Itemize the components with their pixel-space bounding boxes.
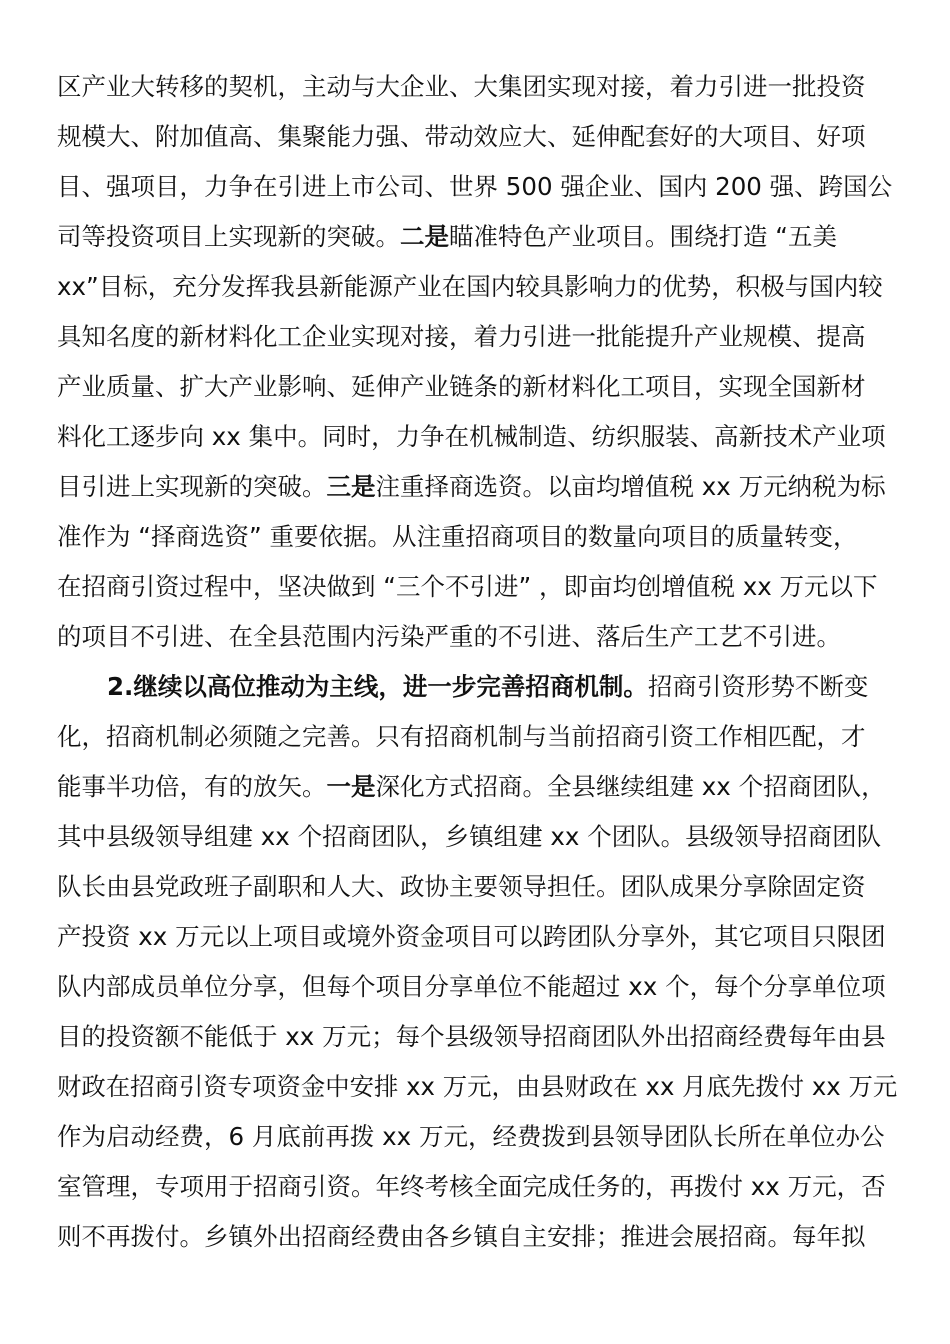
text-run: 瞄准特色产业项目。围绕打造 “五美 xyxy=(449,222,837,251)
text-run: 目引进上实现新的突破。 xyxy=(57,472,327,501)
text-run: 注重择商选资。以亩均增值税 xx 万元纳税为标 xyxy=(375,472,886,501)
text-line: 则不再拨付。乡镇外出招商经费由各乡镇自主安排；推进会展招商。每年拟 xyxy=(57,1222,866,1251)
text-run: 招商引资形势不断变 xyxy=(647,672,869,701)
text-line: 产投资 xx 万元以上项目或境外资金项目可以跨团队分享外，其它项目只限团 xyxy=(57,922,886,951)
text-line xyxy=(107,671,897,703)
text-line: xx”目标，充分发挥我县新能源产业在国内较具影响力的优势，积极与国内较 xyxy=(57,272,883,301)
text-line: 具知名度的新材料化工企业实现对接，着力引进一批能提升产业规模、提高 xyxy=(57,322,866,351)
text-line: 队内部成员单位分享，但每个项目分享单位不能超过 xx 个，每个分享单位项 xyxy=(57,972,886,1001)
text-run: 能事半功倍，有的放矢。 xyxy=(57,772,327,801)
text-line xyxy=(57,221,897,253)
text-line: 目的投资额不能低于 xx 万元；每个县级领导招商团队外出招商经费每年由县 xyxy=(57,1022,886,1051)
text-line: 准作为 “择商选资” 重要依据。从注重招商项目的数量向项目的质量转变， xyxy=(57,522,858,551)
bold-marker: 一是 xyxy=(326,772,376,801)
section-heading: 2.继续以高位推动为主线，进一步完善招商机制。 xyxy=(107,672,648,701)
text-line: 队长由县党政班子副职和人大、政协主要领导担任。团队成果分享除固定资 xyxy=(57,872,866,901)
bold-marker: 二是 xyxy=(400,222,449,251)
text-line: 规模大、附加值高、集聚能力强、带动效应大、延伸配套好的大项目、好项 xyxy=(57,122,866,151)
text-run: 司等投资项目上实现新的突破。 xyxy=(57,222,400,251)
text-line: 的项目不引进、在全县范围内污染严重的不引进、落后生产工艺不引进。 xyxy=(57,622,841,651)
bold-marker: 三是 xyxy=(326,472,376,501)
text-line: 财政在招商引资专项资金中安排 xx 万元，由县财政在 xx 月底先拨付 xx 万元 xyxy=(57,1072,898,1101)
text-line: 在招商引资过程中，坚决做到 “三个不引进” ，即亩均创增值税 xx 万元以下 xyxy=(57,572,878,601)
text-line: 作为启动经费，6 月底前再拨 xx 万元，经费拨到县领导团队长所在单位办公 xyxy=(57,1122,885,1151)
text-line: 料化工逐步向 xx 集中。同时，力争在机械制造、纺织服装、高新技术产业项 xyxy=(57,422,886,451)
text-line xyxy=(57,471,897,503)
text-line: 室管理，专项用于招商引资。年终考核全面完成任务的，再拨付 xx 万元，否 xyxy=(57,1172,886,1201)
text-line: 产业质量、扩大产业影响、延伸产业链条的新材料化工项目，实现全国新材 xyxy=(57,372,866,401)
text-run: 深化方式招商。全县继续组建 xx 个招商团队， xyxy=(375,772,886,801)
text-line: 区产业大转移的契机，主动与大企业、大集团实现对接，着力引进一批投资 xyxy=(57,72,866,101)
text-line: 其中县级领导组建 xx 个招商团队，乡镇组建 xx 个团队。县级领导招商团队 xyxy=(57,822,882,851)
text-line xyxy=(57,771,897,803)
text-line: 目、强项目，力争在引进上市公司、世界 500 强企业、国内 200 强、跨国公 xyxy=(57,172,893,201)
text-line: 化，招商机制必须随之完善。只有招商机制与当前招商引资工作相匹配，才 xyxy=(57,722,866,751)
